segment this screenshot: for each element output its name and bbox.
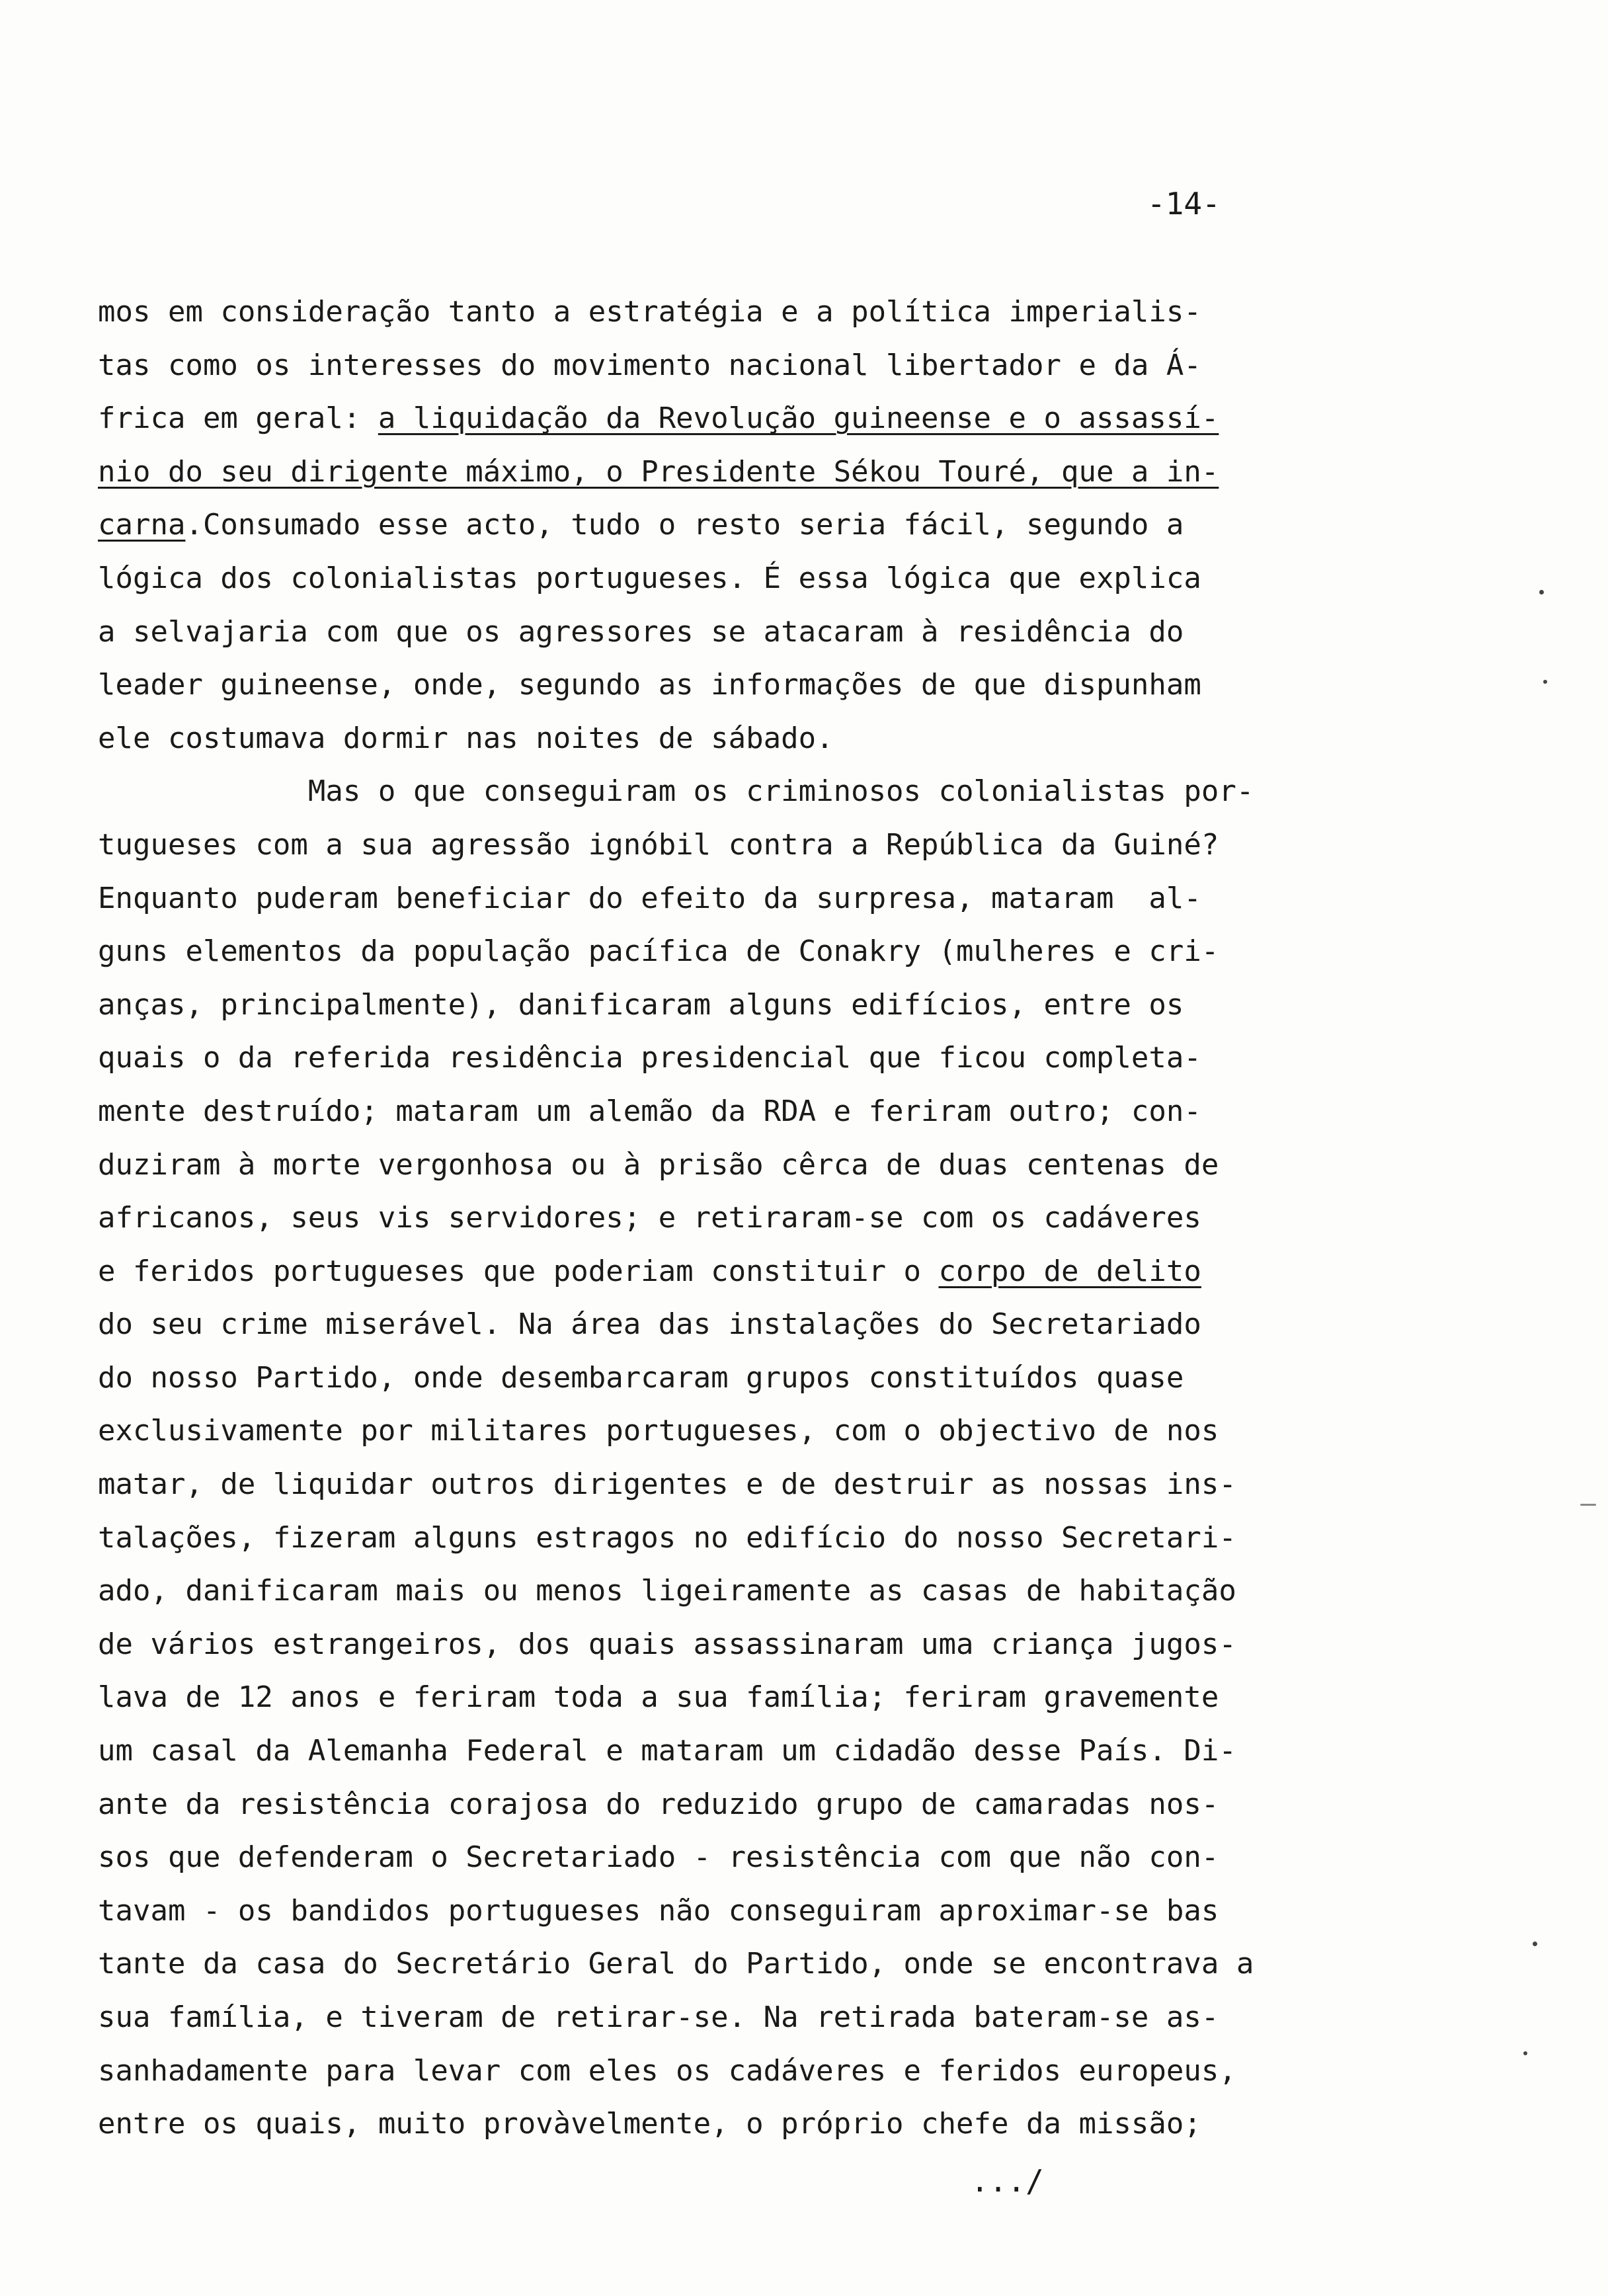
text-run: ante da resistência corajosa do reduzido grupo de camaradas nos- — [98, 1787, 1219, 1821]
underlined-text: carna — [98, 508, 186, 542]
text-run: a selvajaria com que os agressores se atacaram à residência do — [98, 614, 1184, 649]
text-run: tavam - os bandidos portugueses não conseguiram aproximar-se bas — [98, 1893, 1219, 1928]
text-line — [98, 765, 1519, 819]
text-line — [98, 712, 1519, 766]
underlined-text: corpo de delito — [938, 1254, 1201, 1288]
text-run: sua família, e tiveram de retirar-se. Na retirada bateram-se as- — [98, 2000, 1219, 2034]
text-line — [98, 1618, 1519, 1672]
text-line — [98, 499, 1519, 552]
text-run: mente destruído; mataram um alemão da RDA e feriram outro; con- — [98, 1094, 1201, 1128]
text-run: .Consumado esse acto, tudo o resto seria fácil, segundo a — [185, 508, 1184, 542]
text-line — [98, 2045, 1519, 2098]
text-line — [98, 1405, 1519, 1458]
scan-speck — [1523, 2051, 1527, 2055]
scan-speck — [1543, 680, 1547, 684]
text-line — [98, 1778, 1519, 1832]
text-line — [98, 1725, 1519, 1778]
text-line — [98, 1565, 1519, 1618]
text-run: anças, principalmente), danificaram alguns edifícios, entre os — [98, 987, 1184, 1022]
text-line — [98, 552, 1519, 606]
text-run: ado, danificaram mais ou menos ligeiramente as casas de habitação — [98, 1574, 1236, 1608]
continuation-mark: .../ — [971, 2163, 1044, 2199]
text-run: sanhadamente para levar com eles os cadáveres e feridos europeus, — [98, 2053, 1236, 2088]
text-run: leader guineense, onde, segundo as informações de que dispunham — [98, 668, 1201, 702]
text-line — [98, 1991, 1519, 2045]
text-run: Enquanto puderam beneficiar do efeito da surpresa, mataram al- — [98, 881, 1201, 915]
text-line — [98, 1352, 1519, 1405]
text-line — [98, 392, 1519, 446]
text-run: lava de 12 anos e feriram toda a sua família; feriram gravemente — [98, 1680, 1219, 1715]
text-run: talações, fizeram alguns estragos no edifício do nosso Secretari- — [98, 1520, 1236, 1555]
text-run: lógica dos colonialistas portugueses. É essa lógica que explica — [98, 561, 1201, 595]
text-run: duziram à morte vergonhosa ou à prisão cêrca de duas centenas de — [98, 1147, 1219, 1182]
text-line — [98, 979, 1519, 1032]
text-line — [98, 1831, 1519, 1885]
scan-speck — [1580, 1504, 1596, 1506]
text-line — [98, 1139, 1519, 1192]
text-run: sos que defenderam o Secretariado - resistência com que não con- — [98, 1840, 1219, 1875]
text-run: do seu crime miserável. Na área das instalações do Secretariado — [98, 1307, 1201, 1342]
text-run: um casal da Alemanha Federal e mataram um cidadão desse País. Di- — [98, 1734, 1236, 1768]
text-line — [98, 1885, 1519, 1938]
text-run: do nosso Partido, onde desembarcaram grupos constituídos quase — [98, 1360, 1184, 1395]
text-run: africanos, seus vis servidores; e retiraram-se com os cadáveres — [98, 1201, 1201, 1235]
body-text — [98, 286, 1519, 2151]
text-run: Mas o que conseguiram os criminosos colonialistas por- — [98, 774, 1254, 809]
text-line — [98, 446, 1519, 499]
text-line — [98, 606, 1519, 659]
text-run: exclusivamente por militares portugueses, com o objectivo de nos — [98, 1414, 1219, 1448]
text-line — [98, 339, 1519, 393]
text-line — [98, 1192, 1519, 1245]
text-run: entre os quais, muito provàvelmente, o próprio chefe da missão; — [98, 2107, 1201, 2141]
text-line — [98, 1032, 1519, 1085]
text-run: tante da casa do Secretário Geral do Partido, onde se encontrava a — [98, 1947, 1254, 1981]
underlined-text: nio do seu dirigente máximo, o Presidente Sékou Touré, que a in- — [98, 454, 1219, 489]
text-line — [98, 1458, 1519, 1512]
text-run: guns elementos da população pacífica de Conakry (mulheres e cri- — [98, 934, 1219, 969]
text-line — [98, 659, 1519, 712]
scan-speck — [1533, 1942, 1537, 1946]
page-number: -14- — [1147, 186, 1221, 222]
text-run: matar, de liquidar outros dirigentes e de destruir as nossas ins- — [98, 1467, 1236, 1502]
scan-speck — [1539, 590, 1544, 594]
text-line — [98, 1512, 1519, 1565]
text-run: quais o da referida residência presidencial que ficou completa- — [98, 1041, 1201, 1075]
text-line — [98, 1938, 1519, 1991]
text-line — [98, 819, 1519, 872]
text-run: tas como os interesses do movimento nacional libertador e da Á- — [98, 348, 1201, 382]
text-run: tugueses com a sua agressão ignóbil contra a República da Guiné? — [98, 827, 1219, 862]
text-line — [98, 872, 1519, 926]
text-line — [98, 1245, 1519, 1299]
text-line — [98, 1085, 1519, 1139]
text-line — [98, 925, 1519, 979]
text-line — [98, 2098, 1519, 2151]
text-run: ele costumava dormir nas noites de sábado. — [98, 721, 834, 755]
text-line — [98, 286, 1519, 339]
underlined-text: a liquidação da Revolução guineense e o assassí- — [378, 401, 1219, 436]
text-run: e feridos portugueses que poderiam constituir o — [98, 1254, 939, 1288]
text-run: mos em consideração tanto a estratégia e a política imperialis- — [98, 295, 1201, 329]
text-run: frica em geral: — [98, 401, 378, 436]
text-line — [98, 1671, 1519, 1725]
text-line — [98, 1298, 1519, 1352]
text-run: de vários estrangeiros, dos quais assassinaram uma criança jugos- — [98, 1627, 1236, 1661]
